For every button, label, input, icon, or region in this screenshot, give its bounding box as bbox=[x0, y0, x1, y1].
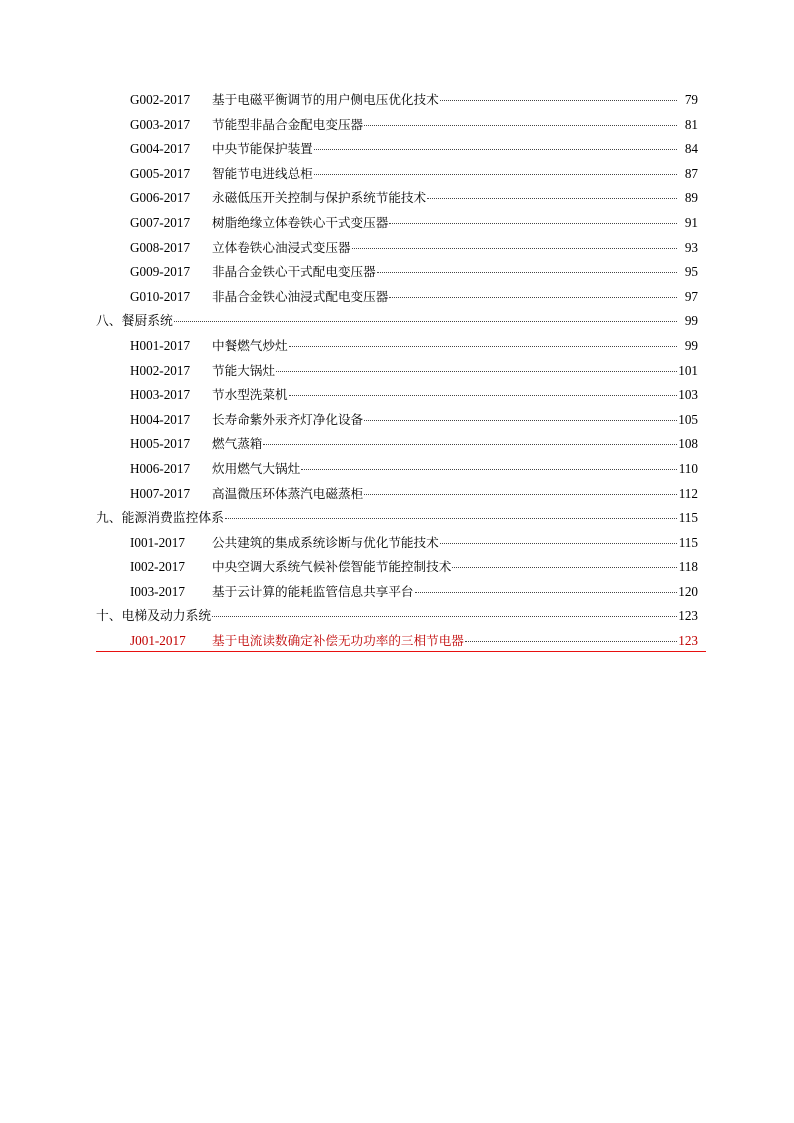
toc-entry-code: G003-2017 bbox=[130, 116, 191, 132]
toc-entry-page-number: 79 bbox=[684, 92, 698, 107]
toc-entry-title: 智能节电进线总柜 bbox=[212, 166, 313, 181]
toc-leader-dots bbox=[289, 385, 677, 399]
toc-entry-code: G004-2017 bbox=[130, 141, 191, 157]
toc-leader-dots bbox=[389, 287, 677, 301]
toc-entry-page-number: 99 bbox=[684, 313, 698, 329]
toc-entry-title: 永磁低压开关控制与保护系统节能技术 bbox=[212, 191, 427, 206]
toc-entry-row[interactable] bbox=[96, 285, 698, 310]
toc-entry-title: 节能型非晶合金配电变压器 bbox=[212, 117, 364, 132]
toc-entry-code: J001-2017 bbox=[130, 633, 186, 649]
toc-entry-title: 炊用燃气大锅灶 bbox=[212, 461, 301, 476]
toc-section-row[interactable] bbox=[96, 604, 698, 629]
toc-leader-dots bbox=[225, 508, 677, 522]
table-of-contents bbox=[96, 88, 698, 654]
toc-leader-dots bbox=[289, 336, 677, 350]
toc-entry-page-number: 81 bbox=[684, 116, 698, 132]
toc-entry-title: 基于云计算的能耗监管信息共享平台 bbox=[212, 584, 414, 599]
toc-entry-page-number: 105 bbox=[678, 411, 698, 427]
toc-entry-row[interactable] bbox=[96, 88, 698, 113]
toc-entry-row[interactable] bbox=[96, 359, 698, 384]
toc-entry-title: 非晶合金铁心干式配电变压器 bbox=[212, 265, 376, 280]
toc-entry-code: G007-2017 bbox=[130, 214, 191, 230]
toc-entry-title: 能源消费监控体系 bbox=[121, 510, 224, 526]
toc-entry-title: 公共建筑的集成系统诊断与优化节能技术 bbox=[212, 535, 439, 550]
toc-entry-code: H002-2017 bbox=[130, 362, 191, 378]
toc-leader-dots bbox=[427, 188, 677, 202]
toc-entry-row[interactable] bbox=[96, 113, 698, 138]
toc-entry-page-number: 123 bbox=[678, 608, 698, 624]
toc-entry-title: 长寿命紫外汞齐灯净化设备 bbox=[212, 412, 364, 427]
toc-entry-page-number: 118 bbox=[678, 559, 698, 575]
toc-entry-title: 非晶合金铁心油浸式配电变压器 bbox=[212, 289, 389, 304]
toc-entry-page-number: 87 bbox=[684, 165, 698, 181]
toc-entry-page-number: 91 bbox=[684, 214, 698, 230]
toc-entry-page-number: 110 bbox=[678, 460, 698, 476]
toc-entry-code: I001-2017 bbox=[130, 534, 185, 550]
toc-entry-code: G009-2017 bbox=[130, 264, 191, 280]
toc-section-row[interactable] bbox=[96, 506, 698, 531]
toc-entry-title: 中央节能保护装置 bbox=[212, 142, 313, 157]
toc-entry-row[interactable] bbox=[96, 334, 698, 359]
toc-entry-row[interactable] bbox=[96, 186, 698, 211]
toc-entry-title: 餐厨系统 bbox=[121, 313, 173, 329]
toc-entry-code: H006-2017 bbox=[130, 460, 191, 476]
toc-leader-dots bbox=[352, 238, 677, 252]
toc-entry-page-number: 108 bbox=[678, 436, 698, 452]
toc-entry-title: 基于电流读数确定补偿无功功率的三相节电器 bbox=[212, 634, 464, 649]
toc-leader-dots bbox=[301, 459, 677, 473]
toc-entry-title: 高温微压环体蒸汽电磁蒸柜 bbox=[212, 486, 364, 501]
toc-entry-row[interactable] bbox=[96, 211, 698, 236]
toc-entry-title: 中餐燃气炒灶 bbox=[212, 338, 288, 353]
toc-entry-title: 节能大锅灶 bbox=[212, 363, 275, 378]
toc-entry-code: H007-2017 bbox=[130, 485, 191, 501]
toc-entry-code: H004-2017 bbox=[130, 411, 191, 427]
toc-leader-dots bbox=[364, 410, 677, 424]
toc-section-row[interactable] bbox=[96, 309, 698, 334]
toc-entry-row[interactable] bbox=[96, 383, 698, 408]
toc-entry-code: G002-2017 bbox=[130, 92, 191, 107]
toc-leader-dots bbox=[389, 213, 677, 227]
toc-leader-dots bbox=[263, 434, 677, 448]
toc-entry-page-number: 115 bbox=[678, 510, 698, 526]
toc-leader-dots bbox=[440, 90, 677, 104]
toc-leader-dots bbox=[440, 533, 677, 547]
toc-entry-row[interactable] bbox=[96, 260, 698, 285]
toc-entry-page-number: 89 bbox=[684, 190, 698, 206]
toc-entry-code: G010-2017 bbox=[130, 288, 191, 304]
toc-leader-dots bbox=[314, 139, 677, 153]
toc-entry-code: G005-2017 bbox=[130, 165, 191, 181]
toc-leader-dots bbox=[465, 631, 677, 645]
toc-entry-row[interactable] bbox=[96, 162, 698, 187]
toc-entry-page-number: 103 bbox=[678, 387, 698, 403]
toc-entry-page-number: 93 bbox=[684, 239, 698, 255]
toc-entry-code: I003-2017 bbox=[130, 583, 185, 599]
toc-entry-row[interactable] bbox=[96, 236, 698, 261]
toc-leader-dots bbox=[314, 164, 677, 178]
toc-entry-row[interactable] bbox=[96, 137, 698, 162]
toc-entry-page-number: 99 bbox=[684, 337, 698, 353]
toc-entry-title: 燃气蒸箱 bbox=[212, 437, 263, 452]
red-underline-annotation bbox=[96, 651, 706, 652]
toc-entry-row[interactable] bbox=[96, 457, 698, 482]
toc-entry-row[interactable] bbox=[96, 580, 698, 605]
toc-entry-title: 立体卷铁心油浸式变压器 bbox=[212, 240, 351, 255]
toc-leader-dots bbox=[415, 582, 678, 596]
toc-entry-code: H001-2017 bbox=[130, 337, 191, 353]
toc-entry-page-number: 120 bbox=[678, 583, 698, 599]
toc-entry-page-number: 115 bbox=[678, 534, 698, 550]
toc-entry-code: 九、 bbox=[96, 510, 122, 526]
toc-leader-dots bbox=[452, 557, 677, 571]
toc-entry-page-number: 112 bbox=[678, 485, 698, 501]
toc-entry-title: 电梯及动力系统 bbox=[121, 608, 212, 624]
toc-leader-dots bbox=[377, 262, 677, 276]
toc-leader-dots bbox=[174, 311, 677, 325]
toc-entry-code: G008-2017 bbox=[130, 239, 191, 255]
toc-entry-page-number: 101 bbox=[678, 362, 698, 378]
toc-entry-title: 节水型洗菜机 bbox=[212, 388, 288, 403]
toc-entry-title: 树脂绝缘立体卷铁心干式变压器 bbox=[212, 215, 389, 230]
toc-leader-dots bbox=[276, 361, 677, 375]
toc-entry-code: I002-2017 bbox=[130, 559, 185, 575]
toc-entry-page-number: 84 bbox=[684, 141, 698, 157]
toc-entry-page-number: 95 bbox=[684, 264, 698, 280]
toc-entry-row[interactable] bbox=[96, 482, 698, 507]
toc-entry-row[interactable] bbox=[96, 432, 698, 457]
toc-entry-row[interactable] bbox=[96, 408, 698, 433]
toc-entry-row[interactable] bbox=[96, 629, 698, 654]
toc-entry-code: H005-2017 bbox=[130, 436, 191, 452]
toc-entry-page-number: 123 bbox=[678, 633, 698, 649]
toc-leader-dots bbox=[364, 115, 677, 129]
toc-entry-code: H003-2017 bbox=[130, 387, 191, 403]
toc-entry-row[interactable] bbox=[96, 531, 698, 556]
toc-entry-code: 八、 bbox=[96, 313, 122, 329]
toc-entry-code: 十、 bbox=[96, 608, 122, 624]
toc-leader-dots bbox=[212, 606, 677, 620]
toc-entry-title: 基于电磁平衡调节的用户侧电压优化技术 bbox=[212, 93, 439, 107]
toc-entry-title: 中央空调大系统气候补偿智能节能控制技术 bbox=[212, 560, 452, 575]
toc-leader-dots bbox=[364, 484, 677, 498]
toc-entry-page-number: 97 bbox=[684, 288, 698, 304]
toc-entry-code: G006-2017 bbox=[130, 190, 191, 206]
toc-entry-row[interactable] bbox=[96, 555, 698, 580]
